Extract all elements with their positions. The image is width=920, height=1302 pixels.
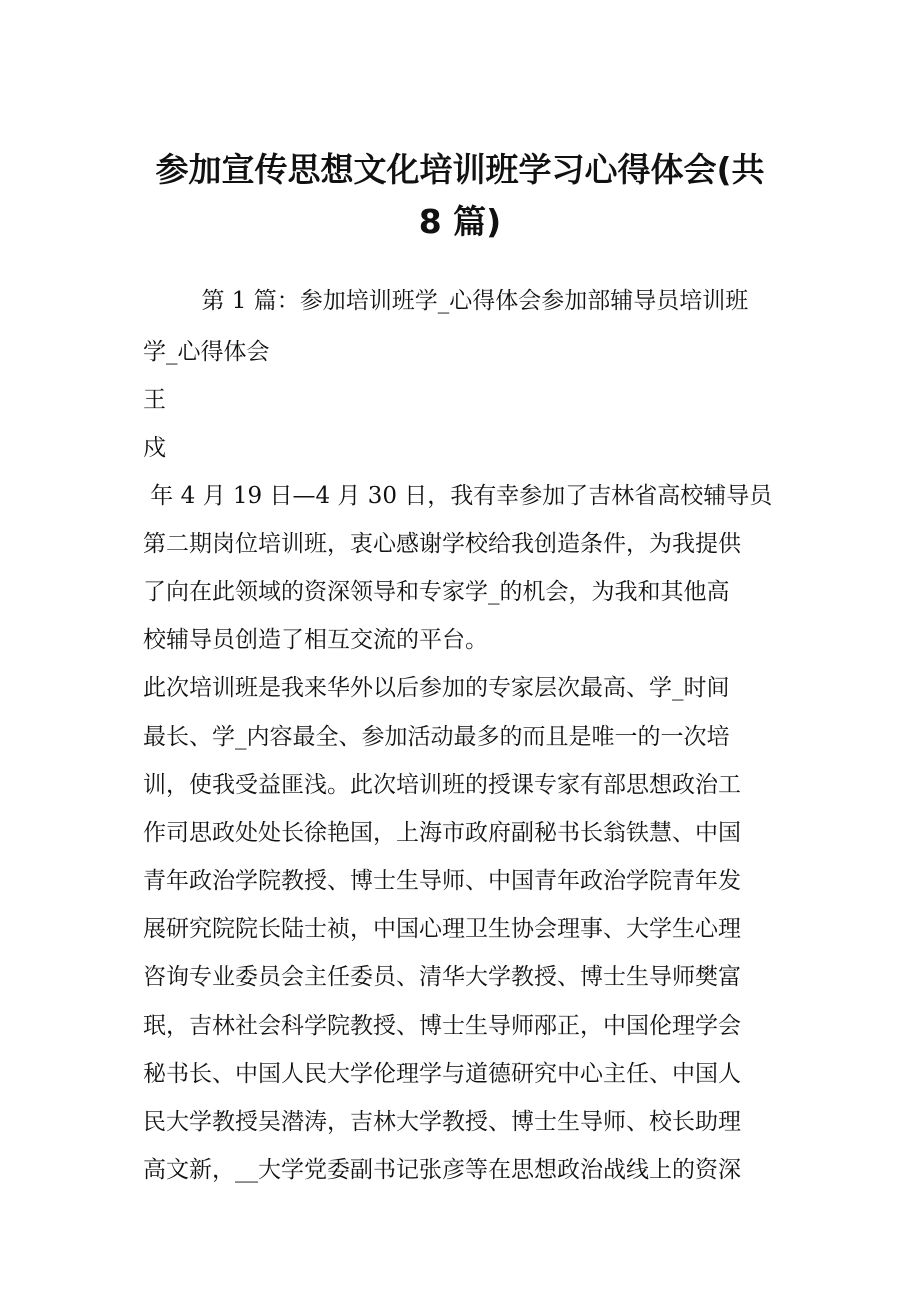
body-text-line: 王: [143, 387, 166, 413]
body-text-line: 高文新，__大学党委副书记张彦等在思想政治战线上的资深: [143, 1157, 741, 1183]
document-title-line-2: 8 篇): [418, 202, 502, 241]
body-text-line: 第 1 篇：参加培训班学_心得体会参加部辅导员培训班: [143, 288, 749, 314]
body-text-line: 咨询专业委员会主任委员、清华大学教授、博士生导师樊富: [143, 964, 741, 990]
document-title-line-1: 参加宣传思想文化培训班学习心得体会(共: [155, 150, 765, 189]
body-text-line: 训，使我受益匪浅。此次培训班的授课专家有部思想政治工: [143, 772, 741, 798]
body-text-line: 校辅导员创造了相互交流的平台。: [143, 627, 488, 653]
body-text-line: 秘书长、中国人民大学伦理学与道德研究中心主任、中国人: [143, 1061, 741, 1087]
body-text-line: 戍: [143, 435, 166, 461]
body-text-line: 青年政治学院教授、博士生导师、中国青年政治学院青年发: [143, 868, 741, 894]
body-text-line: 了向在此领域的资深领导和专家学_的机会，为我和其他高: [143, 579, 730, 605]
body-text-line: 作司思政处处长徐艳国，上海市政府副秘书长翁铁慧、中国: [143, 820, 741, 846]
body-text-line: 学_心得体会: [143, 339, 270, 365]
body-text-line: 民大学教授吴潜涛，吉林大学教授、博士生导师、校长助理: [143, 1109, 741, 1135]
body-text-line: 第二期岗位培训班，衷心感谢学校给我创造条件，为我提供: [143, 531, 741, 557]
body-text-line: 展研究院院长陆士祯，中国心理卫生协会理事、大学生心理: [143, 916, 741, 942]
body-text-line: 此次培训班是我来华外以后参加的专家层次最高、学_时间: [143, 675, 730, 701]
body-text-line: 年 4 月 19 日—4 月 30 日，我有幸参加了吉林省高校辅导员: [143, 483, 773, 509]
body-text-line: 最长、学_内容最全、参加活动最多的而且是唯一的一次培: [143, 724, 730, 750]
body-text-line: 珉，吉林社会科学院教授、博士生导师邴正，中国伦理学会: [143, 1013, 741, 1039]
